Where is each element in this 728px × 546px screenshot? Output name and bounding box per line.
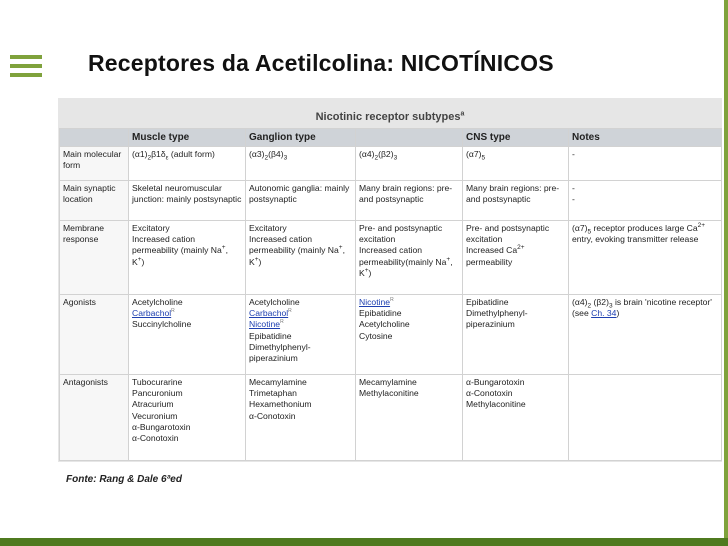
cell-notes-agonists: $(\alpha 4)_2$ $(\beta 2)_3$ is brain 'nicotine receptor' (see Ch. 34)	[569, 295, 722, 375]
external-link-icon: R	[171, 308, 175, 315]
nicotinic-receptor-table	[59, 128, 722, 461]
cell-ganglion-antagonists: Mecamylamine Trimetaphan Hexamethonium α-Conotoxin	[246, 375, 356, 461]
row-label-synaptic-location: Main synaptic location	[60, 181, 129, 221]
table-row	[60, 221, 722, 295]
link-nicotine-cns[interactable]: Nicotine	[359, 297, 391, 307]
header-cell-blank	[356, 129, 463, 147]
cell-cns2-synaptic-location: Many brain regions: pre- and postsynaptic	[463, 181, 569, 221]
table-row	[60, 181, 722, 221]
table-row	[60, 147, 722, 181]
cell-notes-molecular-form: -	[569, 147, 722, 181]
row-label-membrane-response: Membrane response	[60, 221, 129, 295]
cell-notes-synaptic-location: - -	[569, 181, 722, 221]
row-label-agonists: Agonists	[60, 295, 129, 375]
cell-cns2-molecular-form: $(\alpha 7)_5$	[463, 147, 569, 181]
table-caption	[58, 98, 722, 127]
header-muscle-type: Muscle type	[129, 129, 246, 147]
cell-notes-antagonists	[569, 375, 722, 461]
cell-cns2-antagonists: α-Bungarotoxin α-Conotoxin Methylaconitine	[463, 375, 569, 461]
right-accent-bar	[724, 0, 728, 546]
cell-muscle-agonists: Acetylcholine Carbachol$^R$ Succinylcholine	[129, 295, 246, 375]
cell-cns1-synaptic-location: Many brain regions: pre- and postsynaptic	[356, 181, 463, 221]
row-label-antagonists: Antagonists	[60, 375, 129, 461]
table-row	[60, 375, 722, 461]
cell-cns1-molecular-form: $(\alpha 4)_2(\beta 2)_3$	[356, 147, 463, 181]
cell-ganglion-agonists: Acetylcholine Carbachol$^R$ Nicotine$^R$ Epibatidine Dimethylphenyl-piperazinium	[246, 295, 356, 375]
header-cell-empty	[60, 129, 129, 147]
table-image	[58, 98, 722, 462]
link-carbachol-ganglion[interactable]: Carbachol	[249, 308, 289, 319]
external-link-icon: R	[390, 297, 394, 304]
cell-cns1-agonists: Nicotine$^R$ Epibatidine Acetylcholine Cytosine	[356, 295, 463, 375]
cell-muscle-membrane-response: Excitatory Increased cation permeability (mainly Na+, K+)	[129, 221, 246, 295]
table-header-row	[60, 129, 722, 147]
external-link-icon: R	[288, 308, 292, 315]
external-link-icon: R	[280, 319, 284, 326]
cell-cns1-antagonists: Mecamylamine Methylaconitine	[356, 375, 463, 461]
link-chapter-34[interactable]: Ch. 34	[591, 308, 617, 319]
cell-cns2-agonists: Epibatidine Dimethylphenyl-piperazinium	[463, 295, 569, 375]
link-carbachol[interactable]: Carbachol	[132, 308, 172, 319]
cell-ganglion-molecular-form: $(\alpha 3)_2(\beta 4)_3$	[246, 147, 356, 181]
bottom-accent-bar	[0, 538, 728, 546]
cell-cns1-membrane-response: Pre- and postsynaptic excitation Increased cation permeability(mainly Na+, K+)	[356, 221, 463, 295]
cell-muscle-antagonists: Tubocurarine Pancuronium Atracurium Vecuronium α-Bungarotoxin α-Conotoxin	[129, 375, 246, 461]
header-ganglion-type: Ganglion type	[246, 129, 356, 147]
cell-notes-membrane-response: $(\alpha 7)_5$ receptor produces large $Ca^{2+}$ entry, evoking transmitter release	[569, 221, 722, 295]
cell-ganglion-membrane-response: Excitatory Increased cation permeability (mainly Na+, K+)	[246, 221, 356, 295]
decorative-bars	[10, 55, 42, 82]
cell-ganglion-synaptic-location: Autonomic ganglia: mainly postsynaptic	[246, 181, 356, 221]
cell-cns2-membrane-response: Pre- and postsynaptic excitation Increased $Ca^{2+}$ permeability	[463, 221, 569, 295]
table-caption-text: Nicotinic receptor subtypes	[315, 111, 461, 123]
slide-title: Receptores da Acetilcolina: NICOTÍNICOS	[88, 50, 554, 76]
header-notes: Notes	[569, 129, 722, 147]
header-cns-type: CNS type	[463, 129, 569, 147]
link-nicotine-ganglion[interactable]: Nicotine	[249, 319, 281, 330]
table-caption-note: a	[460, 110, 465, 118]
cell-muscle-synaptic-location: Skeletal neuromuscular junction: mainly postsynaptic	[129, 181, 246, 221]
row-label-molecular-form: Main molecular form	[60, 147, 129, 181]
source-citation: Fonte: Rang & Dale 6ªed	[66, 474, 182, 485]
table-row	[60, 295, 722, 375]
cell-muscle-molecular-form: $(\alpha 1)_2\beta 1\delta_\varepsilon$ (adult form)	[129, 147, 246, 181]
